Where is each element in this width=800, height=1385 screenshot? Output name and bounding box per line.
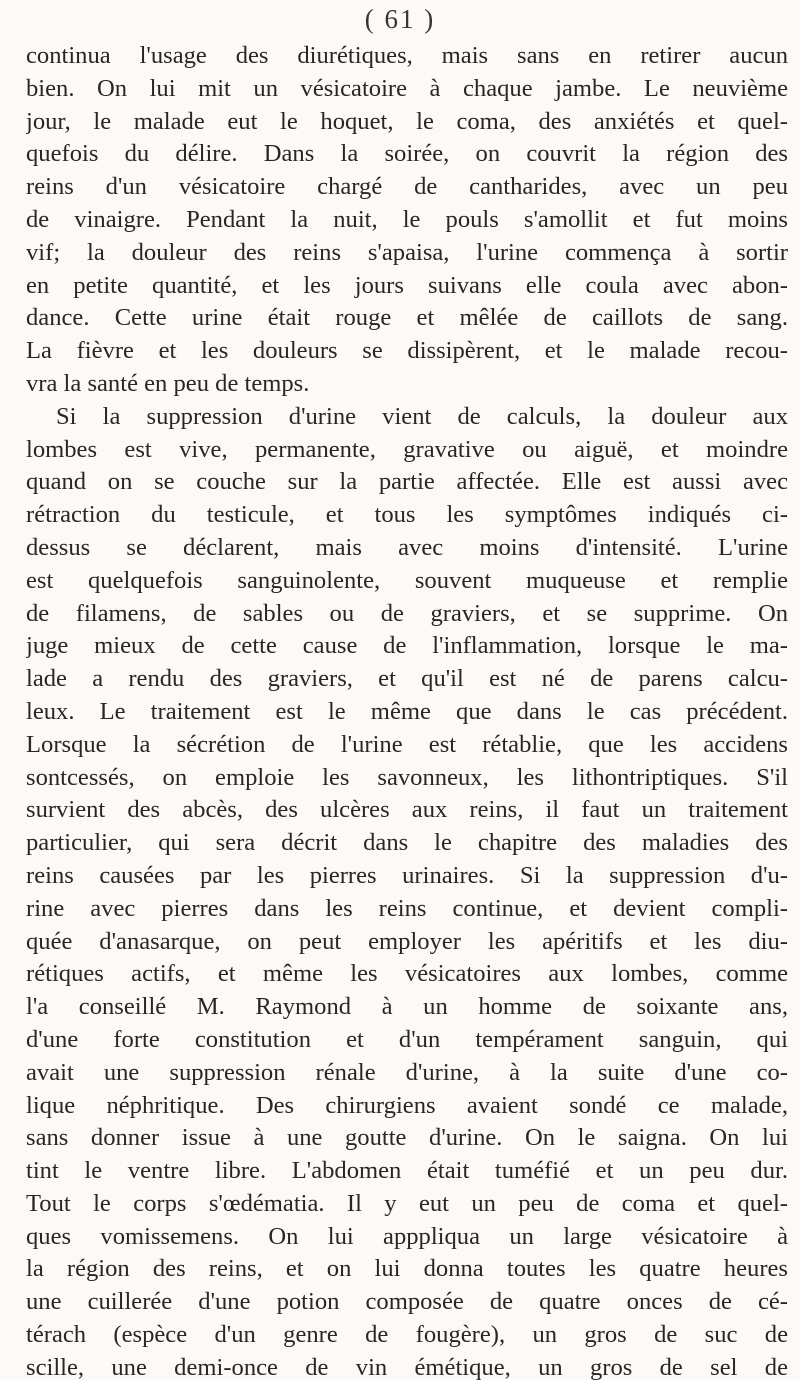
- text-line: La fièvre et les douleurs se dissipèrent, et le malade recou-: [26, 337, 788, 365]
- text-line: de filamens, de sables ou de graviers, et se supprime. On: [26, 599, 788, 627]
- text-line: quefois du délire. Dans la soirée, on couvrit la région des: [26, 140, 788, 168]
- text-line: de vinaigre. Pendant la nuit, le pouls s'amollit et fut moins: [26, 205, 788, 233]
- text-line: reins causées par les pierres urinaires. Si la suppression d'u-: [26, 861, 788, 889]
- text-line: lombes est vive, permanente, gravative ou aiguë, et moindre: [26, 435, 788, 463]
- text-line: vif; la douleur des reins s'apaisa, l'urine commença à sortir: [26, 238, 788, 266]
- text-line: vra la santé en peu de temps.: [26, 369, 310, 397]
- text-line: Si la suppression d'urine vient de calculs, la douleur aux: [56, 402, 788, 430]
- text-line: reins d'un vésicatoire chargé de cantharides, avec un peu: [26, 173, 788, 201]
- text-line: Tout le corps s'œdématia. Il y eut un peu de coma et quel-: [26, 1189, 788, 1217]
- text-line: ques vomissemens. On lui apppliqua un large vésicatoire à: [26, 1222, 788, 1250]
- text-line: juge mieux de cette cause de l'inflammation, lorsque le ma-: [26, 632, 788, 660]
- text-line: térach (espèce d'un genre de fougère), un gros de suc de: [26, 1321, 788, 1349]
- text-line: la région des reins, et on lui donna toutes les quatre heures: [26, 1255, 788, 1283]
- text-line: dance. Cette urine était rouge et mêlée de caillots de sang.: [26, 304, 788, 332]
- text-line: survient des abcès, des ulcères aux reins, il faut un traitement: [26, 796, 788, 824]
- text-line: scille, une demi-once de vin émétique, un gros de sel de: [26, 1353, 788, 1381]
- text-line: sontcessés, on emploie les savonneux, les lithontriptiques. S'il: [26, 763, 788, 791]
- text-line: en petite quantité, et les jours suivans elle coula avec abon-: [26, 271, 788, 299]
- text-line: quée d'anasarque, on peut employer les apéritifs et les diu-: [26, 927, 788, 955]
- text-line: d'une forte constitution et d'un tempérament sanguin, qui: [26, 1025, 788, 1053]
- text-line: lade a rendu des graviers, et qu'il est né de parens calcu-: [26, 665, 788, 693]
- text-line: est quelquefois sanguinolente, souvent muqueuse et remplie: [26, 566, 788, 594]
- text-line: jour, le malade eut le hoquet, le coma, des anxiétés et quel-: [26, 107, 788, 135]
- text-line: lique néphritique. Des chirurgiens avaient sondé ce malade,: [26, 1091, 788, 1119]
- text-line: rine avec pierres dans les reins continue, et devient compli-: [26, 894, 788, 922]
- page-number: ( 61 ): [364, 4, 436, 34]
- body-text: [26, 40, 788, 1385]
- text-line: une cuillerée d'une potion composée de quatre onces de cé-: [26, 1288, 788, 1316]
- text-line: leux. Le traitement est le même que dans le cas précédent.: [26, 697, 788, 725]
- text-line: quand on se couche sur la partie affectée. Elle est aussi avec: [26, 468, 788, 496]
- text-line: bien. On lui mit un vésicatoire à chaque jambe. Le neuvième: [26, 74, 788, 102]
- text-line: particulier, qui sera décrit dans le chapitre des maladies des: [26, 829, 788, 857]
- text-line: rétraction du testicule, et tous les symptômes indiqués ci-: [26, 501, 788, 529]
- text-line: sans donner issue à une goutte d'urine. On le saigna. On lui: [26, 1124, 788, 1152]
- text-line: tint le ventre libre. L'abdomen était tuméfié et un peu dur.: [26, 1157, 788, 1185]
- text-line: avait une suppression rénale d'urine, à la suite d'une co-: [26, 1058, 788, 1086]
- text-line: dessus se déclarent, mais avec moins d'intensité. L'urine: [26, 533, 788, 561]
- text-line: Lorsque la sécrétion de l'urine est rétablie, que les accidens: [26, 730, 788, 758]
- text-line: l'a conseillé M. Raymond à un homme de soixante ans,: [26, 993, 788, 1021]
- text-line: continua l'usage des diurétiques, mais sans en retirer aucun: [26, 42, 788, 69]
- text-line: rétiques actifs, et même les vésicatoires aux lombes, comme: [26, 960, 788, 988]
